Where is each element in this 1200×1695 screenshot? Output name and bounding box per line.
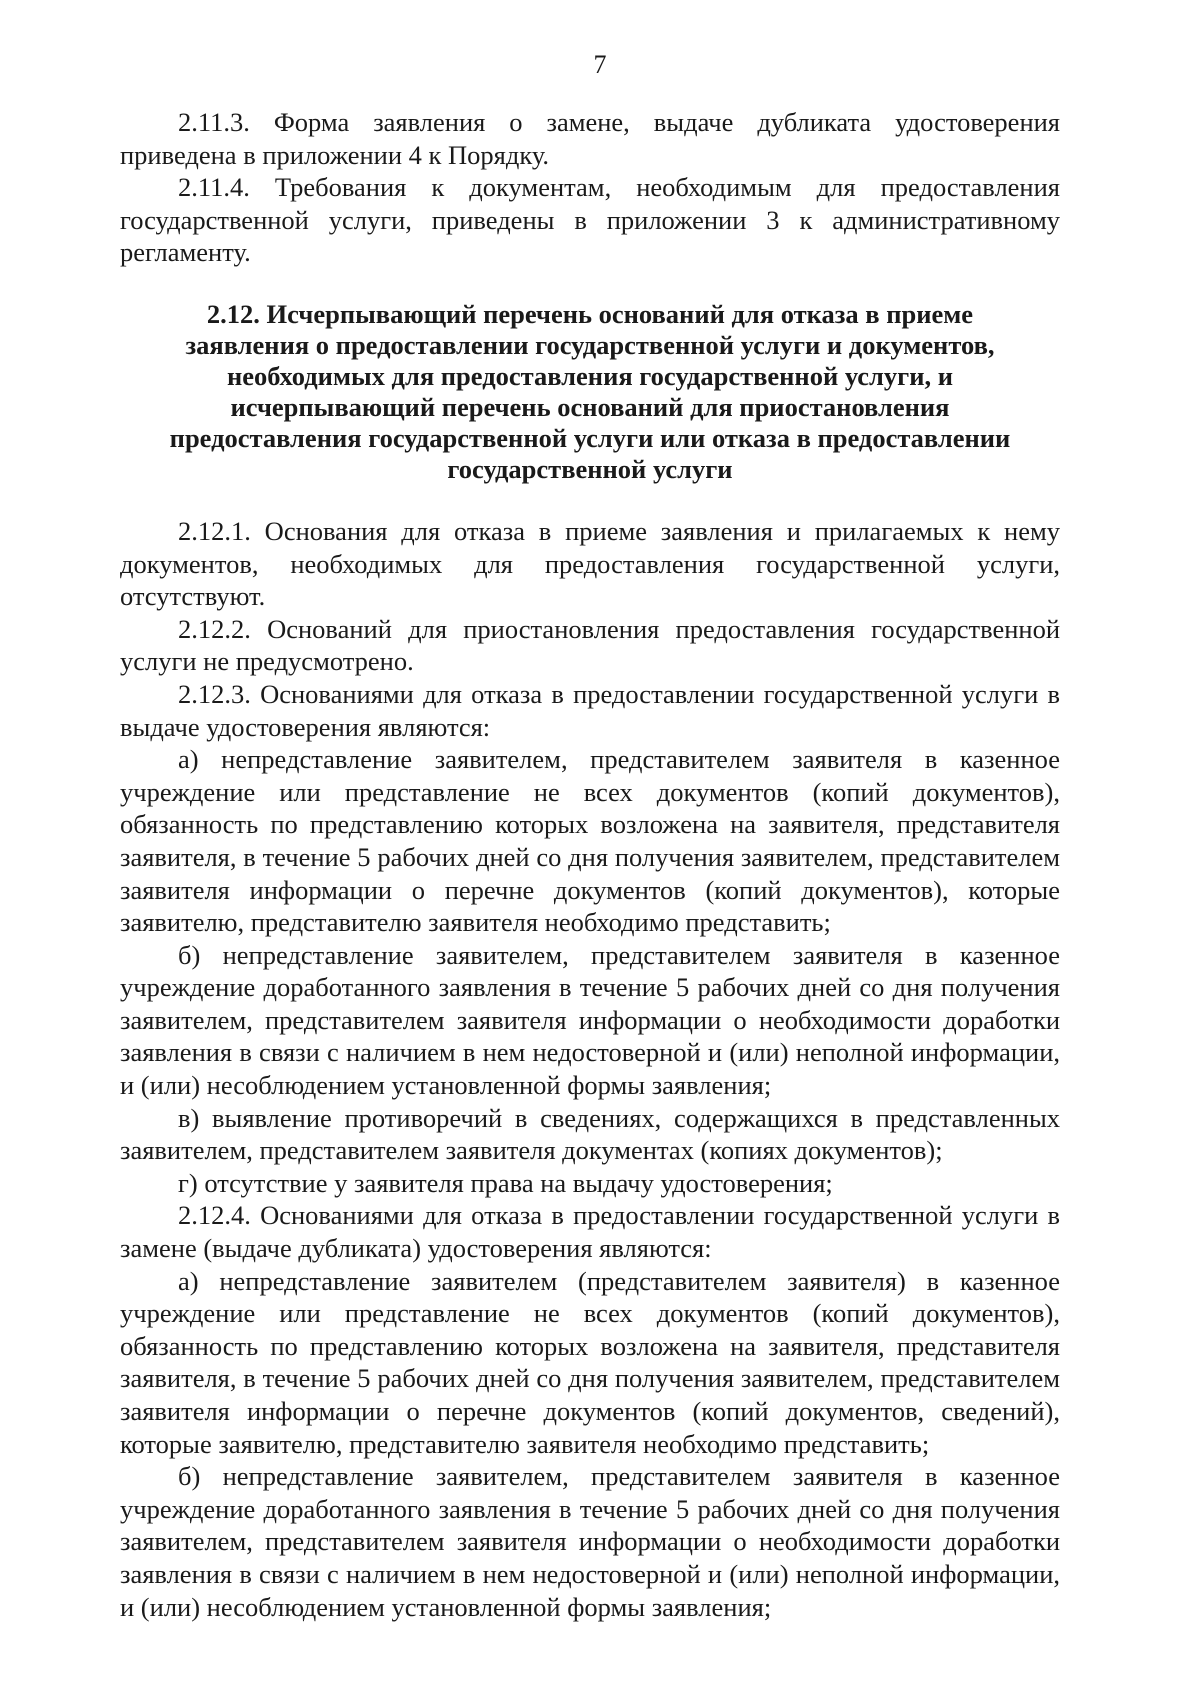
list-item-2-12-3-a: а) непредставление заявителем, представителем заявителя в казенное учреждение или представление не всех документов (копий документов), обязанность по представлению которых возложена на заявителя, представителя заявителя, в течение 5 рабочих дней со дня получения заявителем, представителем заявителя информации о перечне документов (копий документов), которые заявителю, представителю заявителя необходимо представить; — [120, 744, 1060, 938]
list-item-2-12-4-a: а) непредставление заявителем (представителем заявителя) в казенное учреждение или представление не всех документов (копий документов), обязанность по представлению которых возложена на заявителя, представителя заявителя, в течение 5 рабочих дней со дня получения заявителем, представителем заявителя информации о перечне документов (копий документов, сведений), которые заявителю, представителю заявителя необходимо представить; — [120, 1265, 1060, 1459]
list-item-2-12-4-b: б) непредставление заявителем, представителем заявителя в казенное учреждение доработанного заявления в течение 5 рабочих дней со дня получения заявителем, представителем заявителя информации о необходимости доработки заявления в связи с наличием в нем недостоверной и (или) неполной информации, и (или) несоблюдением установленной формы заявления; — [120, 1461, 1060, 1622]
list-item-2-12-3-v: в) выявление противоречий в сведениях, содержащихся в представленных заявителем, представителем заявителя документах (копиях документов); — [120, 1102, 1060, 1166]
paragraph-2-12-2: 2.12.2. Оснований для приостановления предоставления государственной услуги не предусмотрено. — [120, 613, 1060, 677]
page-number: 7 — [593, 50, 607, 79]
section-heading-2-12: 2.12. Исчерпывающий перечень оснований для отказа в приеме заявления о предоставлении государственной услуги и документов, необходимых для предоставления государственной услуги, и исчерпывающий перечень оснований для приостановления предоставления государственной услуги или отказа в предоставлении государственной услуги — [169, 298, 1011, 484]
list-item-2-12-3-b: б) непредставление заявителем, представителем заявителя в казенное учреждение доработанного заявления в течение 5 рабочих дней со дня получения заявителем, представителем заявителя информации о необходимости доработки заявления в связи с наличием в нем недостоверной и (или) неполной информации, и (или) несоблюдением установленной формы заявления; — [120, 939, 1060, 1101]
paragraph-2-11-3: 2.11.3. Форма заявления о замене, выдаче дубликата удостоверения приведена в приложении 4 к Порядку. — [120, 107, 1060, 170]
paragraph-2-12-3: 2.12.3. Основаниями для отказа в предоставлении государственной услуги в выдаче удостоверения являются: — [120, 678, 1060, 742]
paragraph-2-12-1: 2.12.1. Основания для отказа в приеме заявления и прилагаемых к нему документов, необходимых для предоставления государственной услуги, отсутствуют. — [120, 515, 1060, 612]
paragraph-2-12-4: 2.12.4. Основаниями для отказа в предоставлении государственной услуги в замене (выдаче дубликата) удостоверения являются: — [120, 1200, 1060, 1264]
paragraph-2-11-4: 2.11.4. Требования к документам, необходимым для предоставления государственной услуги, приведены в приложении 3 к административному регламенту. — [120, 172, 1060, 268]
document-body — [120, 106, 1060, 1623]
list-item-2-12-3-g: г) отсутствие у заявителя права на выдачу удостоверения; — [178, 1167, 833, 1198]
